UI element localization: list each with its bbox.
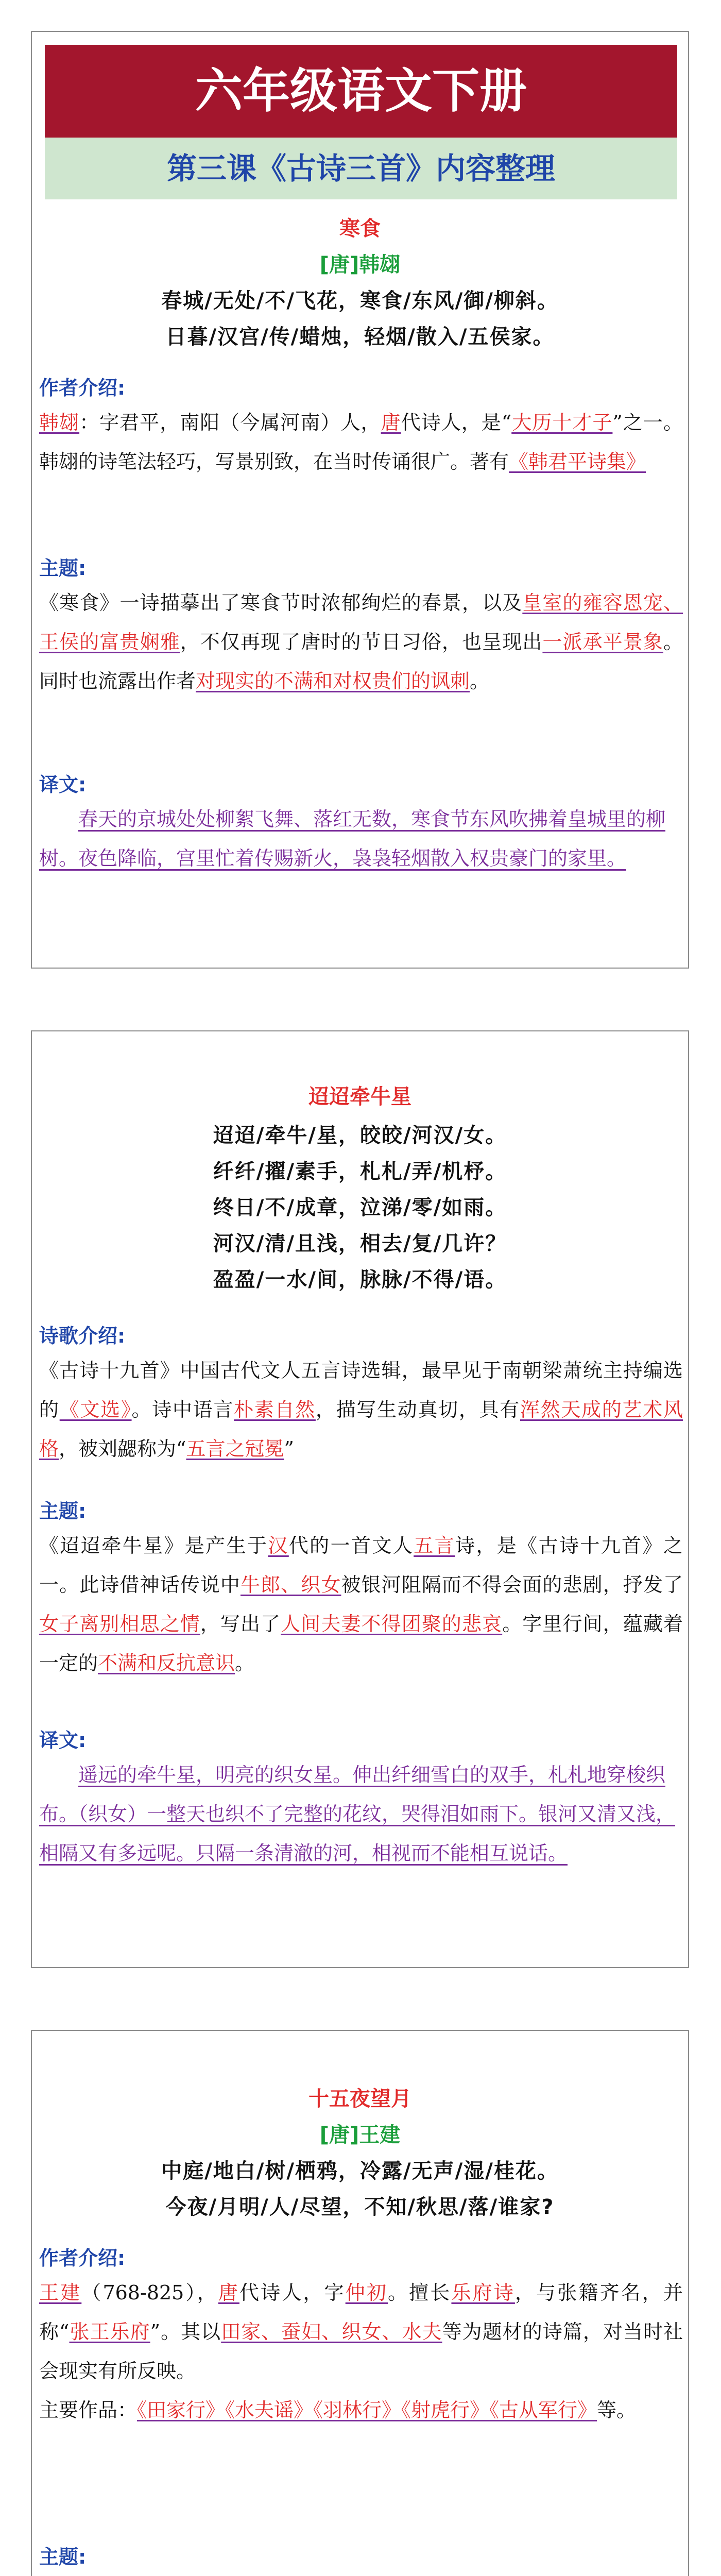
highlight: 女子离别相思之情 <box>39 1613 200 1635</box>
highlight: 人间夫妻不得团聚的悲哀 <box>281 1613 503 1635</box>
text: ，被刘勰称为“ <box>59 1437 186 1460</box>
theme-text <box>39 2572 683 2576</box>
translation: 遥远的牵牛星，明亮的织女星。伸出纤细雪白的双手，札札地穿梭织布。（织女）一整天也织不了完整的花纹，哭得泪如雨下。银河又清又浅，相隔又有多远呢。只隔一条清澈的河，相视而不能相互说话。 <box>39 1764 676 1865</box>
text: 《古诗十九首》中国古代文人五言诗选辑，最早见于南朝梁萧统主持编选的 <box>39 1359 683 1421</box>
highlight: 汉 <box>268 1534 289 1557</box>
text: 《寒食》一诗描摹出了寒食节时浓郁绚烂的春景，以及 <box>39 591 523 614</box>
highlight: 浑然天成的艺术风格 <box>39 1398 683 1460</box>
intro-label: 诗歌介绍: <box>39 1325 126 1347</box>
author-label: 作者介绍: <box>39 377 126 399</box>
highlight: 唐 <box>381 411 401 434</box>
poem-author: [唐]王建 <box>319 2123 401 2147</box>
highlight: 张王乐府 <box>69 2320 150 2343</box>
text: ，写出了 <box>200 1613 281 1635</box>
poem-author: [唐]韩翃 <box>319 253 401 277</box>
text: ”。其以 <box>150 2320 221 2343</box>
highlight: 《文选》 <box>59 1398 132 1421</box>
poem-line: 盈盈/一水/间，脉脉/不得/语。 <box>213 1268 507 1292</box>
highlight: 《韩君平诗集》 <box>509 450 646 473</box>
poem-title: 十五夜望月 <box>308 2087 411 2111</box>
text: ” <box>284 1437 294 1460</box>
highlight: 田家、蚕妇、织女、水夫 <box>221 2320 442 2343</box>
text: 。诗中语言 <box>131 1398 234 1421</box>
works-label: 主要作品： <box>39 2399 138 2421</box>
text: 代诗人，字 <box>239 2281 346 2304</box>
theme-label: 主题: <box>39 2546 87 2568</box>
text: ”之一。韩翃的诗笔法轻巧，写景别致，在当时传诵很广。著有 <box>39 411 683 473</box>
author-intro <box>39 2273 683 2430</box>
text: 。字里行间，蕴藏着一定的 <box>39 1613 683 1674</box>
text: 。 <box>235 1652 255 1674</box>
theme-text <box>39 583 683 701</box>
poem-intro <box>39 1351 683 1468</box>
text: 。擅长 <box>388 2281 452 2304</box>
text: ，与张籍齐名，并称“ <box>39 2281 683 2343</box>
translation-text <box>39 800 683 878</box>
poem-line: 日暮/汉宫/传/蜡烛，轻烟/散入/五侯家。 <box>165 325 555 349</box>
section-shiwuye <box>31 2030 689 2576</box>
theme-label: 主题: <box>39 1500 87 1522</box>
highlight: 皇室的雍容恩宠、王侯的富贵娴雅 <box>39 591 683 653</box>
translation-label: 译文: <box>39 773 87 796</box>
poem-title: 迢迢牵牛星 <box>308 1085 411 1109</box>
text: 代的一首文人 <box>288 1534 414 1557</box>
text: 等。 <box>597 2399 637 2421</box>
poem-line: 今夜/月明/人/尽望，不知/秋思/落/谁家? <box>165 2195 555 2219</box>
highlight: 五言之冠冕 <box>186 1437 284 1460</box>
text: 。同时也流露出作者 <box>39 631 683 692</box>
section-hanshi <box>31 31 689 969</box>
highlight: 仲初 <box>345 2281 388 2304</box>
author-intro <box>39 403 683 481</box>
translation-label: 译文: <box>39 1729 87 1752</box>
poem-line: 春城/无处/不/飞花，寒食/东风/御/柳斜。 <box>161 289 559 313</box>
highlight: 不满和反抗意识 <box>98 1652 235 1674</box>
text: 。 <box>470 670 490 692</box>
highlight: 乐府诗 <box>451 2281 515 2304</box>
text: ，不仅再现了唐时的节日习俗，也呈现出 <box>180 631 543 653</box>
text: 诗，是《古诗十九首》之一。此诗借神话传说中 <box>39 1534 683 1596</box>
text: 被银河阻隔而不得会面的悲剧，抒发了 <box>341 1573 683 1596</box>
translation: 春天的京城处处柳絮飞舞、落红无数，寒食节东风吹拂着皇城里的柳树。夜色降临，宫里忙着传赐新火，袅袅轻烟散入权贵豪门的家里。 <box>39 808 666 870</box>
author-label: 作者介绍: <box>39 2247 126 2269</box>
text: 等为题材的诗篇，对当时社会现实有所反映。 <box>39 2320 683 2382</box>
theme-text <box>39 1526 683 1683</box>
theme-label: 主题: <box>39 557 87 580</box>
highlight: 王建 <box>39 2281 82 2304</box>
highlight: 韩翃 <box>39 411 80 434</box>
page-subtitle: 第三课《古诗三首》内容整理 <box>45 138 677 199</box>
page-title: 六年级语文下册 <box>45 45 677 138</box>
highlight: 朴素自然 <box>234 1398 316 1421</box>
highlight: 一派承平景象 <box>542 631 663 653</box>
highlight: 五言 <box>414 1534 455 1557</box>
highlight: 大历十才子 <box>511 411 613 434</box>
poem-line: 纤纤/擢/素手，札札/弄/机杼。 <box>213 1160 507 1183</box>
translation-text <box>39 1755 683 1873</box>
works-list: 《田家行》《水夫谣》《羽林行》《射虎行》《古从军行》 <box>137 2399 597 2421</box>
highlight: 唐 <box>218 2281 239 2304</box>
text: 《迢迢牵牛星》是产生于 <box>39 1534 268 1557</box>
poem-line: 中庭/地白/树/栖鸦，冷露/无声/湿/桂花。 <box>161 2159 559 2183</box>
highlight: 对现实的不满和对权贵们的讽刺 <box>196 670 470 692</box>
poem-title: 寒食 <box>339 217 381 241</box>
poem-line: 河汉/清/且浅，相去/复/几许？ <box>213 1232 507 1256</box>
text: （768-825）， <box>81 2281 218 2304</box>
section-tiaotiao <box>31 1030 689 1968</box>
text: ，描写生动真切，具有 <box>315 1398 520 1421</box>
text: 代诗人，是“ <box>401 411 512 434</box>
text: ：字君平，南阳（今属河南）人， <box>79 411 381 434</box>
poem-line: 迢迢/牵牛/星，皎皎/河汉/女。 <box>213 1124 507 1147</box>
poem-line: 终日/不/成章，泣涕/零/如雨。 <box>213 1196 507 1219</box>
highlight: 牛郎、织女 <box>240 1573 341 1596</box>
